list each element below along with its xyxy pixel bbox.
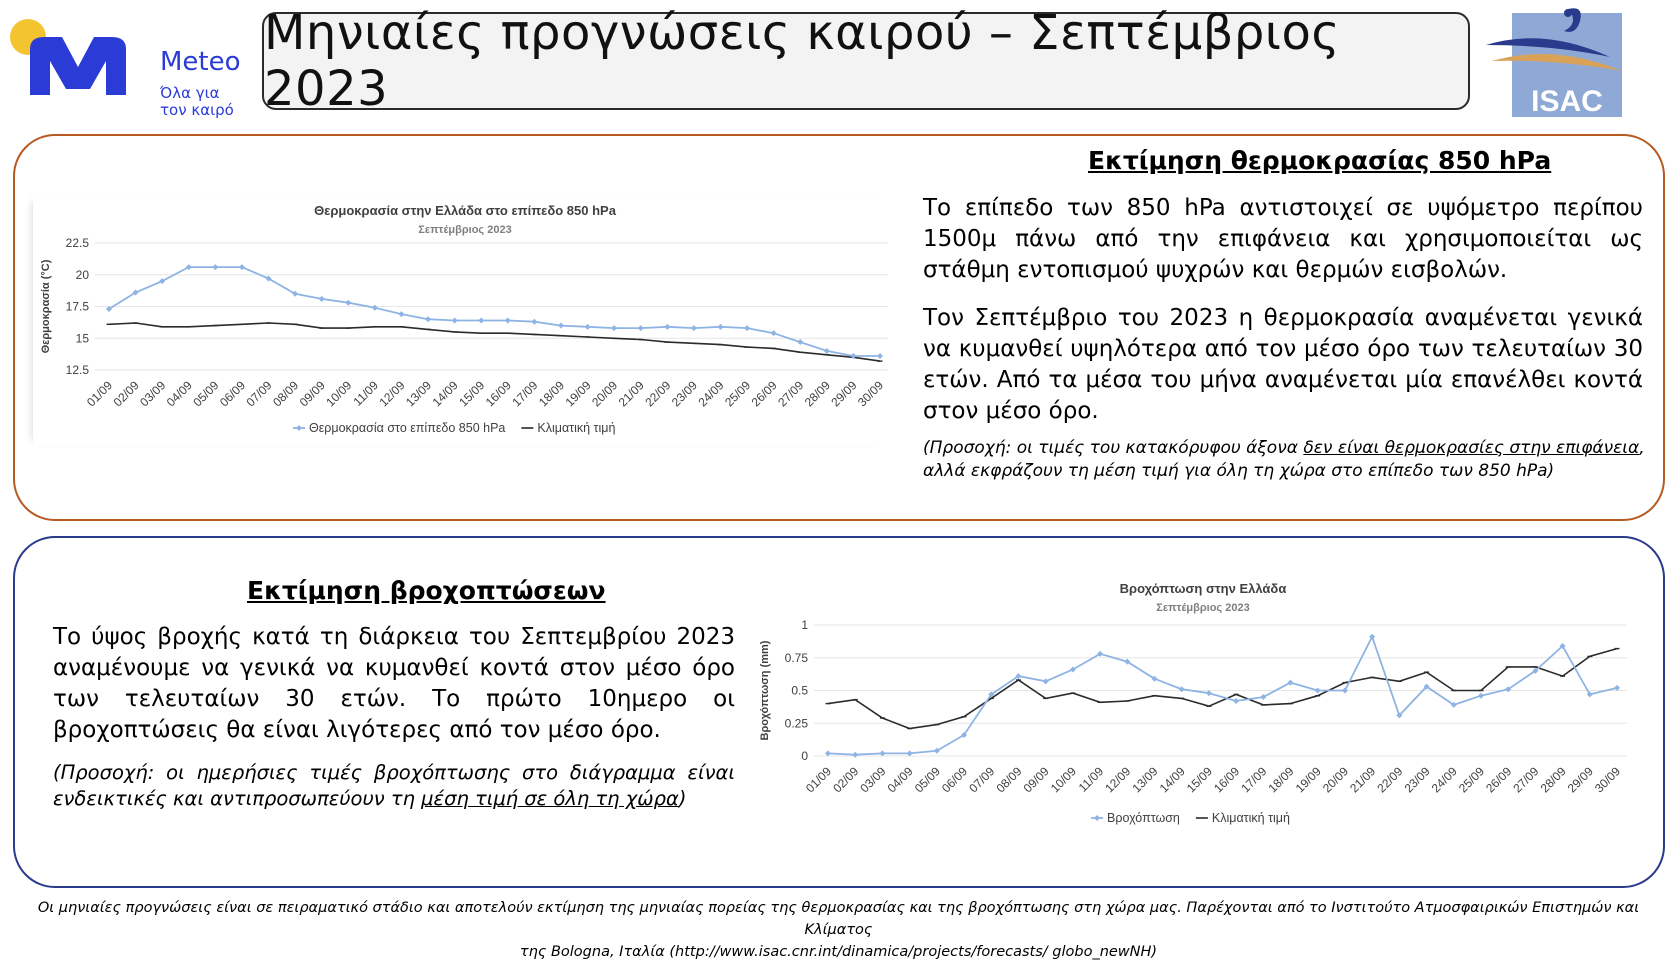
x-tick-label: 22/09: [1374, 764, 1406, 796]
isac-logo-text: ISAC: [1531, 85, 1603, 118]
x-tick-label: 07/09: [243, 378, 275, 410]
x-tick-label: 01/09: [802, 764, 835, 796]
forecast-point: [771, 330, 777, 336]
x-tick-label: 24/09: [695, 378, 727, 410]
x-tick-label: 01/09: [83, 378, 116, 410]
forecast-point: [398, 311, 404, 317]
x-tick-label: 02/09: [110, 378, 142, 410]
forecast-point: [879, 750, 885, 756]
x-tick-label: 25/09: [722, 378, 754, 410]
climate-series-line: [828, 649, 1617, 729]
x-tick-label: 25/09: [1455, 764, 1488, 796]
legend-climate-label: Κλιματική τιμή: [537, 421, 616, 435]
forecast-point: [531, 319, 537, 325]
forecast-point: [1233, 698, 1239, 704]
x-tick-label: 04/09: [163, 378, 195, 410]
forecast-point: [825, 750, 831, 756]
x-tick-label: 10/09: [323, 378, 355, 410]
temperature-chart: [33, 196, 888, 446]
footer-line-2: της Bologna, Ιταλία (http://www.isac.cnr.int/dinamica/projects/forecasts/ globo_newNH): [519, 944, 1158, 960]
meteo-logo: [10, 15, 241, 119]
page-title: Μηνιαίες προγνώσεις καιρού – Σεπτέμβριος 2023: [264, 5, 1341, 117]
chart-subtitle: Σεπτέμβριος 2023: [418, 224, 512, 236]
x-tick-label: 05/09: [190, 378, 222, 410]
x-tick-label: 16/09: [1211, 764, 1243, 796]
x-tick-label: 24/09: [1428, 764, 1460, 796]
footer-disclaimer: [20, 897, 1657, 963]
y-axis-label: Βροχόπτωση (mm): [759, 640, 771, 741]
footer-line-1: Οι μηνιαίες προγνώσεις είναι σε πειραματικό στάδιο και αποτελούν εκτίμηση της μηνιαίας πορείας της θερμοκρασίας και της βροχόπτωσης στη χώρα μας. Παρέχονται από το Ινστιτούτο Ατμοσφαιρικών Επιστημών και Κλίματος: [37, 900, 1640, 938]
y-tick-label: 0: [801, 749, 808, 763]
forecast-point: [691, 325, 697, 331]
temperature-paragraph-2: Τον Σεπτέμβριο του 2023 η θερμοκρασία αναμένεται γενικά να κυμανθεί υψηλότερα από τον μέσο όρο των τελευταίων 30 ετών. Από τα μέσα του μήνα αναμένεται μία επανέλθει κοντά στον μέσο όρο.: [923, 305, 1643, 424]
temperature-note: [923, 437, 1653, 483]
x-tick-label: 08/09: [270, 378, 302, 410]
x-tick-label: 30/09: [854, 378, 887, 410]
x-tick-label: 30/09: [1591, 764, 1624, 796]
x-tick-label: 12/09: [376, 378, 408, 410]
legend-forecast-label: Θερμοκρασία στο επίπεδο 850 hPa: [309, 421, 506, 435]
y-tick-label: 0.25: [784, 716, 808, 731]
x-tick-label: 07/09: [966, 764, 998, 796]
temperature-chart-svg: [33, 196, 888, 446]
x-tick-label: 13/09: [403, 378, 435, 410]
rainfall-note-prefix: (Προσοχή: οι ημερήσιες τιμές βροχόπτωσης στο διάγραμμα είναι ενδεικτικές και αντιπροσωπεύουν τη: [53, 761, 735, 810]
temperature-note-underlined: δεν είναι θερμοκρασίες στην επιφάνεια: [1303, 438, 1640, 458]
rainfall-note-underlined: μέση τιμή σε όλη τη χώρα: [421, 787, 679, 810]
x-tick-label: 23/09: [668, 378, 701, 410]
legend-forecast-marker: [296, 425, 302, 431]
meteo-m-icon: [10, 15, 150, 110]
forecast-series-line: [109, 267, 880, 356]
forecast-point: [907, 750, 913, 756]
forecast-point: [1614, 685, 1620, 691]
x-tick-label: 26/09: [748, 378, 780, 410]
x-tick-label: 15/09: [456, 378, 488, 410]
climate-series-line: [109, 323, 880, 361]
x-tick-label: 09/09: [1020, 764, 1052, 796]
x-tick-label: 20/09: [589, 378, 621, 410]
y-tick-label: 17.5: [65, 299, 89, 314]
x-tick-label: 17/09: [1238, 764, 1270, 796]
x-tick-label: 05/09: [911, 764, 943, 796]
y-tick-label: 1: [801, 618, 808, 632]
x-tick-label: 28/09: [1537, 764, 1569, 796]
legend-forecast-label: Βροχόπτωση: [1107, 811, 1180, 825]
y-axis-label: Θερμοκρασία (°C): [40, 259, 52, 354]
legend-climate-label: Κλιματική τιμή: [1211, 811, 1290, 825]
temperature-heading: Εκτίμηση θερμοκρασίας 850 hPa: [1088, 146, 1552, 175]
x-tick-label: 27/09: [1510, 764, 1542, 796]
temperature-paragraph-1: Το επίπεδο των 850 hPa αντιστοιχεί σε υψόμετρο περίπου 1500μ πάνω από την επιφάνεια και χρησιμοποιείται ως στάθμη εντοπισμού ψυχρών και θερμών εισβολών.: [923, 195, 1643, 283]
x-tick-label: 03/09: [137, 378, 169, 410]
x-tick-label: 06/09: [216, 378, 249, 410]
y-tick-label: 15: [75, 331, 89, 346]
forecast-point: [558, 323, 564, 329]
brand-slogan: [160, 85, 240, 119]
forecast-point: [1315, 688, 1321, 694]
x-tick-label: 13/09: [1129, 764, 1161, 796]
isac-logo: [1484, 5, 1632, 120]
rainfall-chart-svg: [748, 573, 1628, 833]
y-tick-label: 20: [75, 267, 89, 282]
x-tick-label: 21/09: [1347, 764, 1379, 796]
forecast-point: [797, 339, 803, 345]
x-tick-label: 06/09: [939, 764, 971, 796]
x-tick-label: 29/09: [828, 378, 860, 410]
rainfall-chart: [748, 573, 1628, 833]
x-tick-label: 08/09: [993, 764, 1025, 796]
x-tick-label: 11/09: [350, 378, 381, 409]
rainfall-heading: Εκτίμηση βροχοπτώσεων: [247, 576, 606, 605]
forecast-point: [1206, 690, 1212, 696]
forecast-point: [1179, 686, 1185, 692]
forecast-point: [611, 325, 617, 331]
forecast-point: [877, 353, 883, 359]
y-tick-label: 0.75: [784, 650, 808, 665]
x-tick-label: 18/09: [535, 378, 568, 410]
x-tick-label: 23/09: [1401, 764, 1433, 796]
forecast-point: [1288, 680, 1294, 686]
forecast-point: [478, 317, 484, 323]
slogan-line-1: Όλα για: [160, 84, 220, 102]
forecast-point: [852, 752, 858, 758]
x-tick-label: 14/09: [1156, 764, 1188, 796]
brand-name: Meteo: [160, 47, 241, 77]
x-tick-label: 02/09: [830, 764, 862, 796]
x-tick-label: 27/09: [775, 378, 807, 410]
x-tick-label: 19/09: [1292, 764, 1324, 796]
forecast-point: [319, 296, 325, 302]
x-tick-label: 12/09: [1102, 764, 1134, 796]
forecast-point: [1342, 688, 1348, 694]
slogan-line-2: τον καιρό: [160, 101, 234, 119]
x-tick-label: 18/09: [1265, 764, 1297, 796]
forecast-point: [824, 348, 830, 354]
y-tick-label: 12.5: [65, 363, 89, 377]
y-tick-label: 0.5: [791, 683, 808, 698]
x-tick-label: 04/09: [884, 764, 916, 796]
x-tick-label: 22/09: [642, 378, 674, 410]
x-tick-label: 29/09: [1564, 764, 1596, 796]
forecast-point: [585, 324, 591, 330]
forecast-point: [372, 305, 378, 311]
temperature-note-prefix: (Προσοχή: οι τιμές του κατακόρυφου άξονα: [923, 438, 1304, 458]
forecast-series-line: [828, 637, 1617, 755]
x-tick-label: 19/09: [562, 378, 594, 410]
x-tick-label: 15/09: [1183, 764, 1216, 796]
forecast-point: [1043, 678, 1049, 684]
forecast-point: [717, 324, 723, 330]
forecast-point: [744, 325, 750, 331]
chart-title: Θερμοκρασία στην Ελλάδα στο επίπεδο 850 hPa: [314, 203, 616, 218]
isac-emblem-icon: [1484, 5, 1632, 120]
forecast-point: [452, 317, 458, 323]
x-tick-label: 26/09: [1483, 764, 1515, 796]
rainfall-note: [53, 760, 735, 812]
x-tick-label: 20/09: [1319, 764, 1352, 796]
forecast-point: [664, 324, 670, 330]
x-tick-label: 10/09: [1047, 764, 1079, 796]
forecast-point: [212, 264, 218, 270]
x-tick-label: 28/09: [801, 378, 833, 410]
chart-subtitle: Σεπτέμβριος 2023: [1156, 602, 1250, 614]
temperature-note-suffix: , αλλά εκφράζουν τη μέση τιμή για όλη τη χώρα στο επίπεδο των 850 hPa): [923, 438, 1645, 481]
x-tick-label: 17/09: [509, 378, 541, 410]
rainfall-note-suffix: ): [678, 787, 687, 810]
rainfall-paragraph: Το ύψος βροχής κατά τη διάρκεια του Σεπτεμβρίου 2023 αναμένουμε να γενικά να κυμανθεί κοντά στον μέσο όρο των τελευταίων 30 ετών. Το πρώτο 10ημερο οι βροχοπτώσεις θα είναι λιγότερες από τον μέσο όρο.: [53, 624, 735, 743]
legend-forecast-marker: [1094, 815, 1100, 821]
x-tick-label: 09/09: [296, 378, 328, 410]
page-title-box: [262, 5, 1470, 117]
x-tick-label: 14/09: [429, 378, 461, 410]
forecast-point: [638, 325, 644, 331]
forecast-point: [505, 317, 511, 323]
x-tick-label: 21/09: [615, 378, 647, 410]
x-tick-label: 03/09: [857, 764, 889, 796]
x-tick-label: 16/09: [482, 378, 514, 410]
forecast-point: [1478, 693, 1484, 699]
y-tick-label: 22.5: [65, 236, 89, 250]
forecast-point: [345, 300, 351, 306]
forecast-point: [425, 316, 431, 322]
x-tick-label: 11/09: [1075, 764, 1107, 795]
chart-title: Βροχόπτωση στην Ελλάδα: [1119, 581, 1287, 596]
forecast-point: [239, 264, 245, 270]
